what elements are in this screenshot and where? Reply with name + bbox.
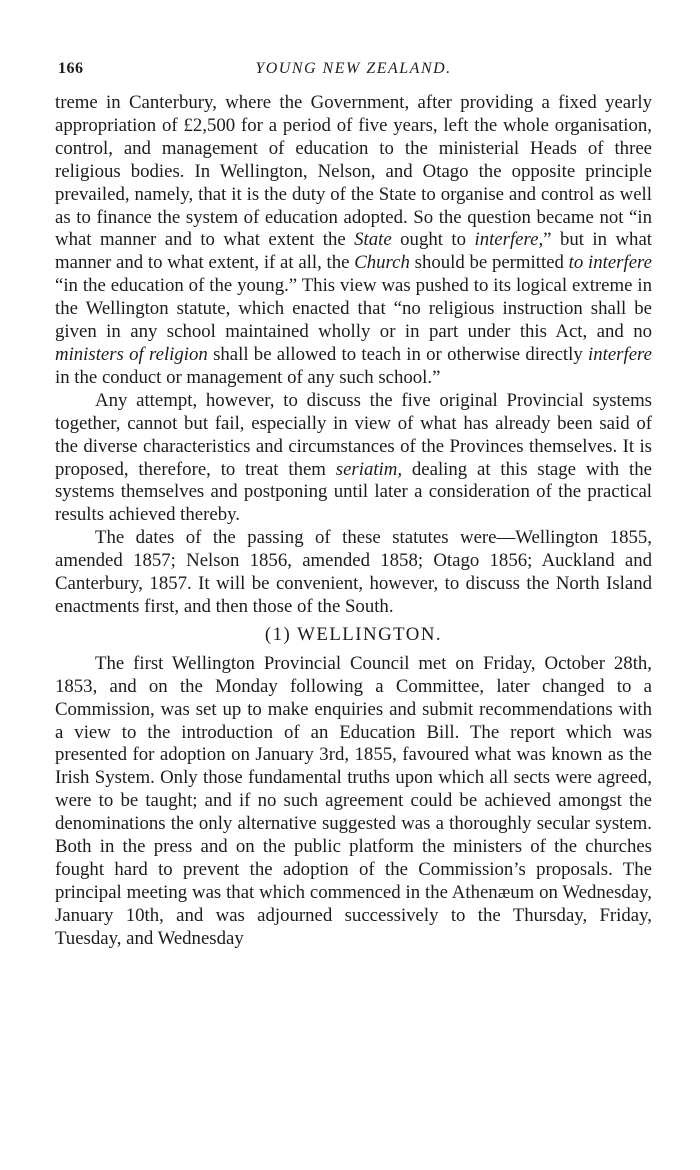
italic-span: seriatim, [335,458,403,480]
paragraph-continuation [55,92,652,390]
paragraph-provincial-systems [55,390,652,527]
text-span: in the conduct or management of any such school.” [55,366,441,388]
text-span: Any attempt, however, to discuss the five original Provincial systems together, cannot but fail, especially in view of what has already been said of the diverse characteristics and circumstances of the Provinces themselves. It is proposed, therefore, to treat them [55,389,652,480]
text-span: “in the education of the young.” This view was pushed to its logical extreme in the Wellington statute, which enacted that “no religious instruction shall be given in any school maintained wholly or in part under this Act, and no [55,275,652,343]
text-span: should be permitted [409,252,569,274]
italic-span: to interfere [568,252,652,274]
paragraph-wellington: The first Wellington Provincial Council met on Friday, October 28th, 1853, and on the Monday following a Committee, later changed to a Commission, was set up to make enquiries and submit recommendations with a view to the introduction of an Education Bill. The report which was presented for adoption on January 3rd, 1855, favoured what was known as the Irish System. Only those fundamental truths upon which all sects were agreed, were to be taught; and if no such agreement could be achieved amongst the denominations the only alternative suggested was a thoroughly secular system. Both in the press and on the public platform the ministers of the churches fought hard to prevent the adoption of the Commission’s proposals. The principal meeting was that which commenced in the Athenæum on Wednesday, January 10th, and was adjourned successively to the Thursday, Friday, Tuesday, and Wednesday [55,652,652,949]
page-number: 166 [58,60,84,77]
italic-span: interfere, [474,229,544,251]
italic-span: ministers of religion [55,343,208,365]
paragraph-statute-dates: The dates of the passing of these statutes were—Wellington 1855, amended 1857; Nelson 1856, amended 1858; Otago 1856; Auckland and Canterbury, 1857. It will be convenient, however, to discuss the North Island enactments first, and then those of the South. [55,527,652,617]
italic-span: Church [354,252,410,274]
italic-span: interfere [588,343,652,365]
text-span: ” but in what manner and to what extent, if at all, the [55,229,652,274]
section-heading-wellington: (1) WELLINGTON. [264,623,443,645]
text-span: dealing at this stage with the systems themselves and postponing until later a consideration of the practical results achieved thereby. [55,458,652,526]
text-span: shall be allowed to teach in or otherwise directly [207,343,588,365]
page-header [55,60,652,84]
text-span: ought to [391,229,475,251]
italic-span: State [354,229,392,251]
running-title: YOUNG NEW ZEALAND. [255,60,452,77]
text-span: treme in Canterbury, where the Government, after providing a fixed yearly appropriation of £2,500 for a period of five years, left the whole organisation, control, and management of education to the ministerial Heads of three religious bodies. In Wellington, Nelson, and Otago the opposite principle prevailed, namely, that it is the duty of the State to organise and control as well as to finance the system of education adopted. So the question became not “in what manner and to what extent the [55,92,652,251]
